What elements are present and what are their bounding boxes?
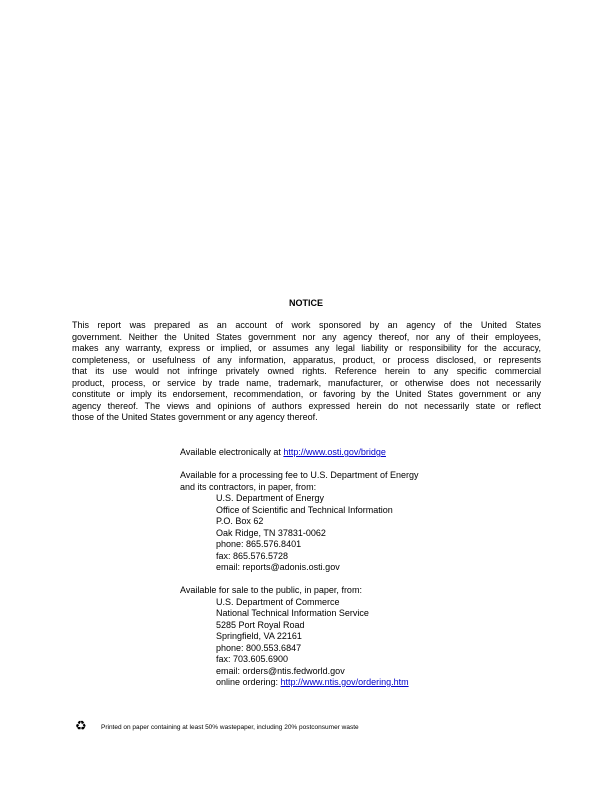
doe-address-line: Office of Scientific and Technical Information <box>216 504 393 515</box>
notice-line: makes any warranty, express or implied, or assumes any legal liability or responsibility for the accuracy, <box>72 343 541 353</box>
recycle-icon: ♻ <box>75 718 87 733</box>
ntis-online-ordering <box>216 677 409 688</box>
notice-line: government. Neither the United States government nor any agency thereof, nor any of their employees, <box>72 331 541 342</box>
ntis-ordering-link[interactable]: http://www.ntis.gov/ordering.htm <box>280 677 409 687</box>
ntis-address-line: National Technical Information Service <box>216 608 369 618</box>
ntis-address-line: U.S. Department of Commerce <box>216 596 340 607</box>
doe-address-line: U.S. Department of Energy <box>216 493 325 503</box>
doe-email: email: reports@adonis.osti.gov <box>216 562 340 572</box>
doe-phone: phone: 865.576.8401 <box>216 539 302 549</box>
notice-line: agency thereof. The views and opinions of authors expressed herein do not necessarily state or reflect <box>72 400 541 411</box>
electronic-text: Available electronically at <box>180 447 284 457</box>
doe-intro: Available for a processing fee to U.S. Department of Energy <box>180 470 419 480</box>
doe-address-line: Oak Ridge, TN 37831-0062 <box>216 527 326 538</box>
notice-line: constitute or imply its endorsement, recommendation, or favoring by the United States government or any <box>72 389 541 399</box>
notice-line: This report was prepared as an account of work sponsored by an agency of the United States <box>72 320 541 330</box>
doe-intro: and its contractors, in paper, from: <box>180 481 317 492</box>
ntis-phone: phone: 800.553.6847 <box>216 642 302 653</box>
notice-title: NOTICE <box>288 298 323 308</box>
online-ordering-label: online ordering: <box>216 677 281 687</box>
ntis-intro: Available for sale to the public, in paper, from: <box>180 585 362 595</box>
doe-fax: fax: 865.576.5728 <box>216 550 289 561</box>
electronic-availability <box>180 447 386 458</box>
notice-line: product, process, or service by trade name, trademark, manufacturer, or otherwise does not necessarily <box>72 377 541 388</box>
ntis-address-line: 5285 Port Royal Road <box>216 619 305 630</box>
doe-address-line: P.O. Box 62 <box>216 516 264 526</box>
ntis-email: email: orders@ntis.fedworld.gov <box>216 665 345 676</box>
ntis-address-line: Springfield, VA 22161 <box>216 631 302 641</box>
ntis-fax: fax: 703.605.6900 <box>216 654 289 664</box>
notice-line: that its use would not infringe privately owned rights. Reference herein to any specific commercial <box>72 366 541 376</box>
notice-line: completeness, or usefulness of any information, apparatus, product, or process disclosed, or represents <box>72 354 541 365</box>
footer-note: Printed on paper containing at least 50% wastepaper, including 20% postconsumer waste <box>101 724 359 731</box>
osti-bridge-link[interactable]: http://www.osti.gov/bridge <box>283 447 386 457</box>
notice-line: those of the United States government or any agency thereof. <box>72 412 318 422</box>
